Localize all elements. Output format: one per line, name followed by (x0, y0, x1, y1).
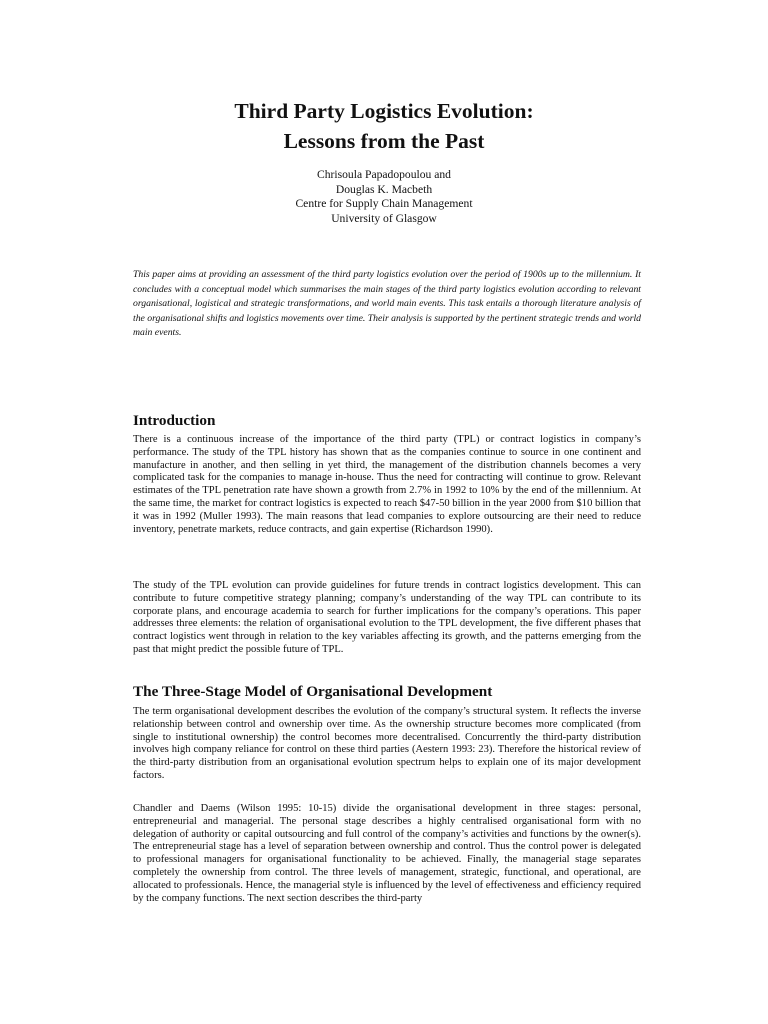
affiliation-line: Centre for Supply Chain Management (295, 197, 473, 210)
section-heading-three-stage-model: The Three-Stage Model of Organisational Development (133, 683, 493, 700)
author-block (0, 168, 768, 226)
author-line: Douglas K. Macbeth (335, 182, 433, 196)
abstract: This paper aims at providing an assessment of the third party logistics evolution over the period of 1900s up to the millennium. It concludes with a conceptual model which summarises the main stages of the third party logistics evolution according to relevant organisational, logistical and strategic transformations, and world main events. This task entails a thorough literature analysis of the organisational shifts and logistics movements over time. Their analysis is supported by the pertinent strategic trends and world main events. (133, 269, 641, 339)
author-line: Chrisoula Papadopoulou and (317, 168, 451, 181)
paragraph: The study of the TPL evolution can provide guidelines for future trends in contract logistics development. This can contribute to future competitive strategy planning; company’s understanding of the way TPL can contribute to its corporate plans, and encourage academia to search for further implications for the company’s operations. This paper addresses three elements: the relation of organisational evolution to the TPL development, the five different phases that contract logistics went through in relation to the key variables affecting its growth, and the patterns emerging from the past that might predict the possible future of TPL. (133, 580, 641, 655)
paragraph: The term organisational development describes the evolution of the company’s structural system. It reflects the inverse relationship between control and ownership over time. As the ownership structure becomes more complicated (from single to institutional ownership) the control becomes more decentralised. Concurrently the third-party distribution involves high company reliance for control on these third parties (Aestern 1993: 23). Therefore the historical review of the third-party distribution from an organisational evolution spectrum helps to explain one of its major development factors. (133, 706, 641, 781)
affiliation-line: University of Glasgow (331, 211, 437, 225)
paragraph: There is a continuous increase of the importance of the third party (TPL) or contract logistics in company’s performance. The study of the TPL history has shown that as the companies continue to source in one continent and manufacture in another, and then selling in yet third, the management of the distribution channels becomes a very complicated task for the companies to manage in-house. Thus the need for contracting will continue to grow. Relevant estimates of the TPL penetration rate have shown a growth from 2.7% in 1992 to 10% by the end of the millennium. At the same time, the market for contract logistics is expected to reach $47-50 billion in the year 2000 from $10 billion that it was in 1992 (Muller 1993). The main reasons that lead companies to explore outsourcing are their need to reduce inventory, penetrate markets, reduce contracts, and gain expertise (Richardson 1990). (133, 434, 641, 535)
title-line-2: Lessons from the Past (283, 129, 485, 153)
paper-title (0, 96, 768, 156)
title-line-1: Third Party Logistics Evolution: (234, 99, 534, 123)
paragraph: Chandler and Daems (Wilson 1995: 10-15) divide the organisational development in three stages: personal, entrepreneurial and managerial. The personal stage describes a highly centralised organisational form with no delegation of authority or capital outsourcing and full control of the company’s activities and functions by the owner(s). The entrepreneurial stage has a level of separation between ownership and control. Thus the control power is delegated to professional managers for organisational functionality to be achieved. Finally, the managerial stage separates completely the ownership from control. The three levels of management, strategic, functional, and operational, are allocated to professionals. Hence, the managerial style is influenced by the level of effectiveness and efficiency required by the company functions. The next section describes the third-party (133, 803, 641, 904)
section-heading-introduction: Introduction (133, 412, 216, 429)
